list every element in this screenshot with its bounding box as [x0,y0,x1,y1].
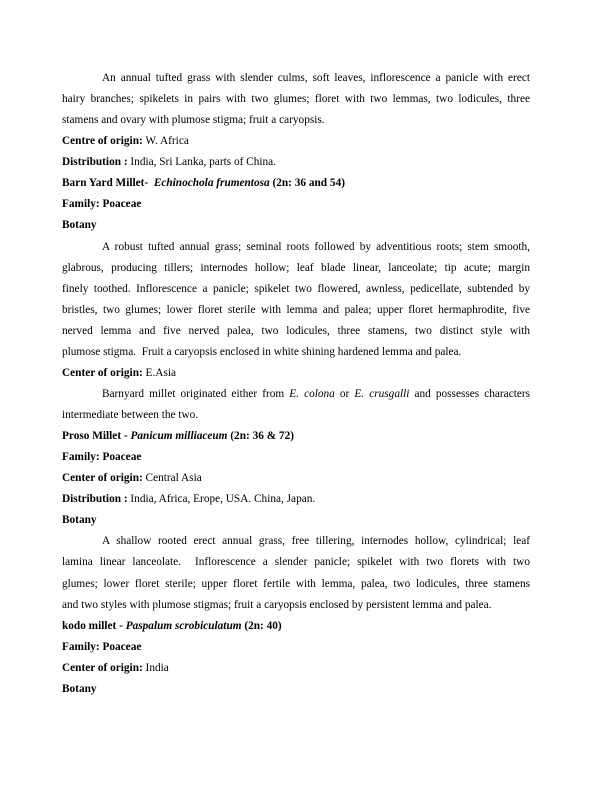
text-run: A shallow rooted erect annual grass, free tillering, internodes hollow, cylindrical; leaf [102,535,530,548]
para-3-line-2 [62,405,530,426]
text-run: (2n: 36 and 54) [269,177,345,190]
text-run: Center of origin: [62,661,143,674]
text-run: Echinochola frumentosa [153,177,270,190]
text-run: India, Africa, Erope, USA. China, Japan. [127,493,316,506]
heading-kodo-millet [62,616,530,637]
text-run: (2n: 36 & 72) [227,430,294,443]
text-run: Paspalum scrobiculatum [125,619,242,632]
center-of-origin-proso [62,468,530,489]
text-run: Center of origin: [62,366,143,379]
para-2-line-1 [62,237,530,258]
text-run: Central Asia [142,472,202,485]
text-run: Barnyard millet originated either from [102,387,290,400]
text-run: Family: Poaceae [62,451,142,464]
family-barnyard [62,194,530,215]
heading-barnyard-millet [62,173,530,194]
text-run: kodo millet - [62,619,126,632]
text-run: stamens and ovary with plumose stigma; fruit a caryopsis. [62,114,325,127]
text-run: (2n: 40) [241,619,282,632]
text-run: India, Sri Lanka, parts of China. [127,156,276,169]
para-1-line-2 [62,89,530,110]
text-run: intermediate between the two. [62,409,199,421]
centre-of-origin-1 [62,131,530,152]
text-run: A robust tufted annual grass; seminal roots followed by adventitious roots; stem smooth, [102,240,530,253]
para-2-line-3 [62,279,530,300]
text-run: Family: Poaceae [62,198,142,211]
text-run: W. Africa [142,135,189,148]
para-3-line-1 [62,384,530,405]
text-run: E.Asia [142,366,176,379]
text-run: India [142,661,169,674]
text-run: Barn Yard Millet- [62,177,154,190]
center-of-origin-kodo [62,658,530,679]
text-run: E. colona [289,387,335,400]
text-run: Panicum milliaceum [130,430,228,443]
text-run: or [334,387,355,400]
text-run: Botany [62,514,97,527]
text-run: glabrous, producing tillers; internodes hollow; leaf blade linear, lanceolate; tip acute; margin [62,261,530,274]
family-proso [62,447,530,468]
para-2-line-5 [62,321,530,342]
text-run: Botany [62,682,97,695]
text-run: Family: Poaceae [62,640,142,653]
botany-heading-1 [62,215,530,236]
para-2-line-4 [62,300,530,321]
text-run: plumose stigma. Fruit a caryopsis enclosed in white shining hardened lemma and palea. [62,345,462,358]
para-4-line-3 [62,574,530,595]
para-1-line-1 [62,68,530,89]
text-run: E. crusgalli [354,387,410,400]
center-of-origin-barnyard [62,363,530,384]
family-kodo [62,637,530,658]
text-run: Centre of origin: [62,135,143,148]
para-2-line-2 [62,258,530,279]
text-run: Center of origin: [62,472,143,485]
text-run: glumes; lower floret sterile; upper floret fertile with lemma, palea, two lodicules, three stamens [62,577,530,590]
distribution-1 [62,152,530,173]
botany-heading-3 [62,679,530,700]
text-run: bristles, two glumes; lower floret sterile with lemma and palea; upper floret hermaphrodite, five [62,303,530,316]
text-run: Proso Millet - [62,430,131,443]
text-run: nerved lemma and five nerved palea, two lodicules, three stamens, two distinct style with [62,324,530,337]
text-run: Distribution : [62,156,128,169]
para-4-line-1 [62,531,530,552]
text-run: Distribution : [62,493,128,506]
text-block [62,68,530,700]
text-run: and two styles with plumose stigmas; fruit a caryopsis enclosed by persistent lemma and palea. [62,598,492,611]
text-run: finely toothed. Inflorescence a panicle; spikelet two flowered, awnless, pedicellate, subtended by [62,282,530,295]
text-run: and possesses characters [409,387,531,400]
text-run: lamina linear lanceolate. Inflorescence a slender panicle; spikelet with two florets with two [62,556,530,569]
text-run: An annual tufted grass with slender culms, soft leaves, inflorescence a panicle with erect [102,72,530,84]
botany-heading-2 [62,510,530,531]
distribution-proso [62,489,530,510]
text-run: Botany [62,219,97,232]
para-4-line-4 [62,595,530,616]
para-4-line-2 [62,552,530,573]
heading-proso-millet [62,426,530,447]
para-2-line-6 [62,342,530,363]
text-run: hairy branches; spikelets in pairs with two glumes; floret with two lemmas, two lodicules, three [62,93,530,106]
para-1-line-3 [62,110,530,131]
